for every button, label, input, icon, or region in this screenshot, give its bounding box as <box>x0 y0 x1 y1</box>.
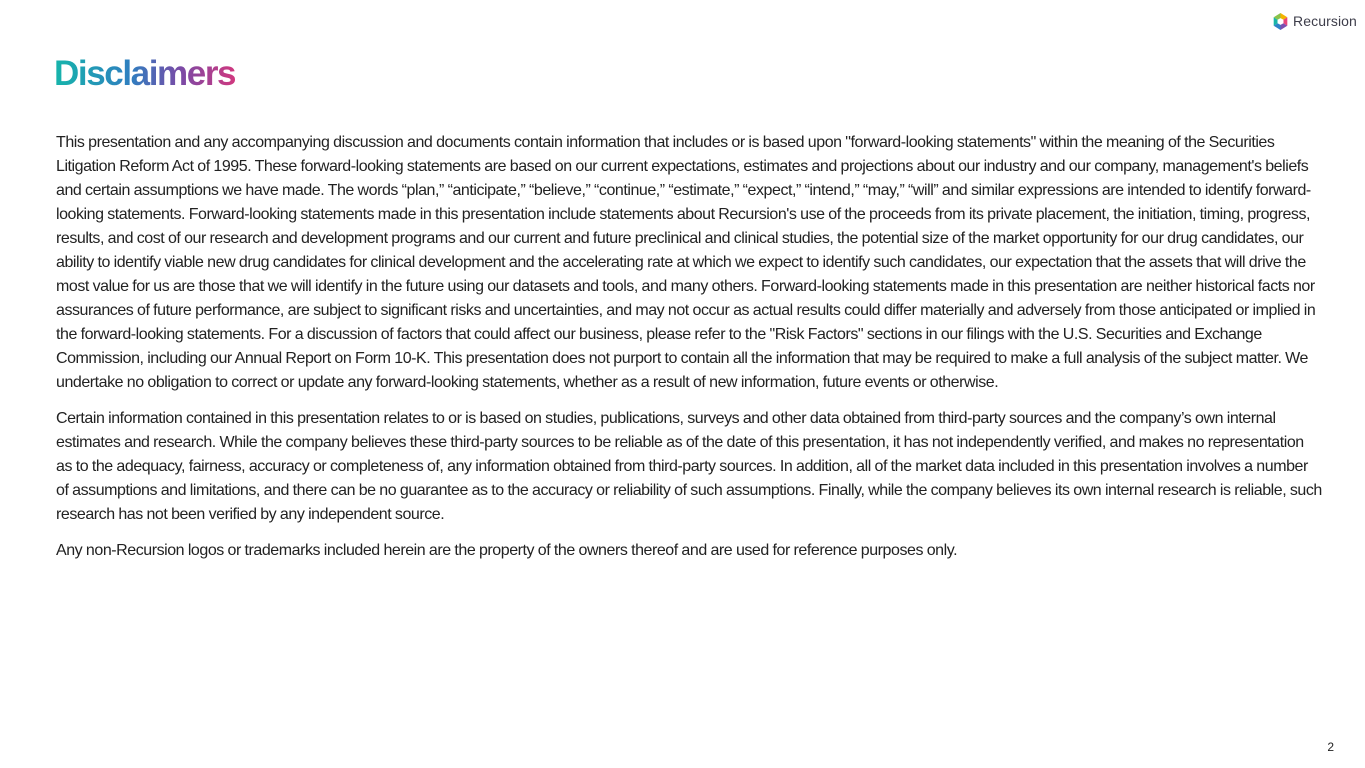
disclaimer-paragraph-third-party: Certain information contained in this presentation relates to or is based on studies, publications, surveys and other data obtained from third-party sources and the company’s own internal estimates and research. While the company believes these third-party sources to be reliable as of the date of this presentation, it has not independently verified, and makes no representation as to the adequacy, fairness, accuracy or completeness of, any information obtained from third-party sources. In addition, all of the market data included in this presentation involves a number of assumptions and limitations, and there can be no guarantee as to the accuracy or reliability of such assumptions. Finally, while the company believes its own internal research is reliable, such research has not been verified by any independent source. <box>56 410 1322 523</box>
disclaimer-paragraph-forward-looking: This presentation and any accompanying discussion and documents contain information that includes or is based upon "forward-looking statements" within the meaning of the Securities Litigation Reform Act of 1995. These forward-looking statements are based on our current expectations, estimates and projections about our industry and our company, management's beliefs and certain assumptions we have made. The words “plan,” “anticipate,” “believe,” “continue,” “estimate,” “expect,” “intend,” “may,” “will” and similar expressions are intended to identify forward-looking statements. Forward-looking statements made in this presentation include statements about Recursion's use of the proceeds from its private placement, the initiation, timing, progress, results, and cost of our research and development programs and our current and future preclinical and clinical studies, the potential size of the market opportunity for our drug candidates, our ability to identify viable new drug candidates for clinical development and the accelerating rate at which we expect to identify such candidates, our expectation that the assets that will drive the most value for us are those that we will identify in the future using our datasets and tools, and many others. Forward-looking statements made in this presentation are neither historical facts nor assurances of future performance, are subject to significant risks and uncertainties, and may not occur as actual results could differ materially and adversely from those anticipated or implied in the forward-looking statements. For a discussion of factors that could affect our business, please refer to the "Risk Factors" sections in our filings with the U.S. Securities and Exchange Commission, including our Annual Report on Form 10-K. This presentation does not purport to contain all the information that may be required to make a full analysis of the subject matter. We undertake no obligation to correct or update any forward-looking statements, whether as a result of new information, future events or otherwise. <box>56 134 1316 391</box>
hexagon-logo-icon <box>1272 12 1289 31</box>
brand-logo <box>1272 11 1357 31</box>
brand-logo-text: Recursion <box>1293 13 1357 29</box>
disclaimer-paragraph-trademarks: Any non-Recursion logos or trademarks included herein are the property of the owners thereof and are used for reference purposes only. <box>56 542 958 559</box>
page-number: 2 <box>1327 740 1334 754</box>
page-title: Disclaimers <box>54 52 235 96</box>
disclaimer-body <box>56 131 1322 575</box>
